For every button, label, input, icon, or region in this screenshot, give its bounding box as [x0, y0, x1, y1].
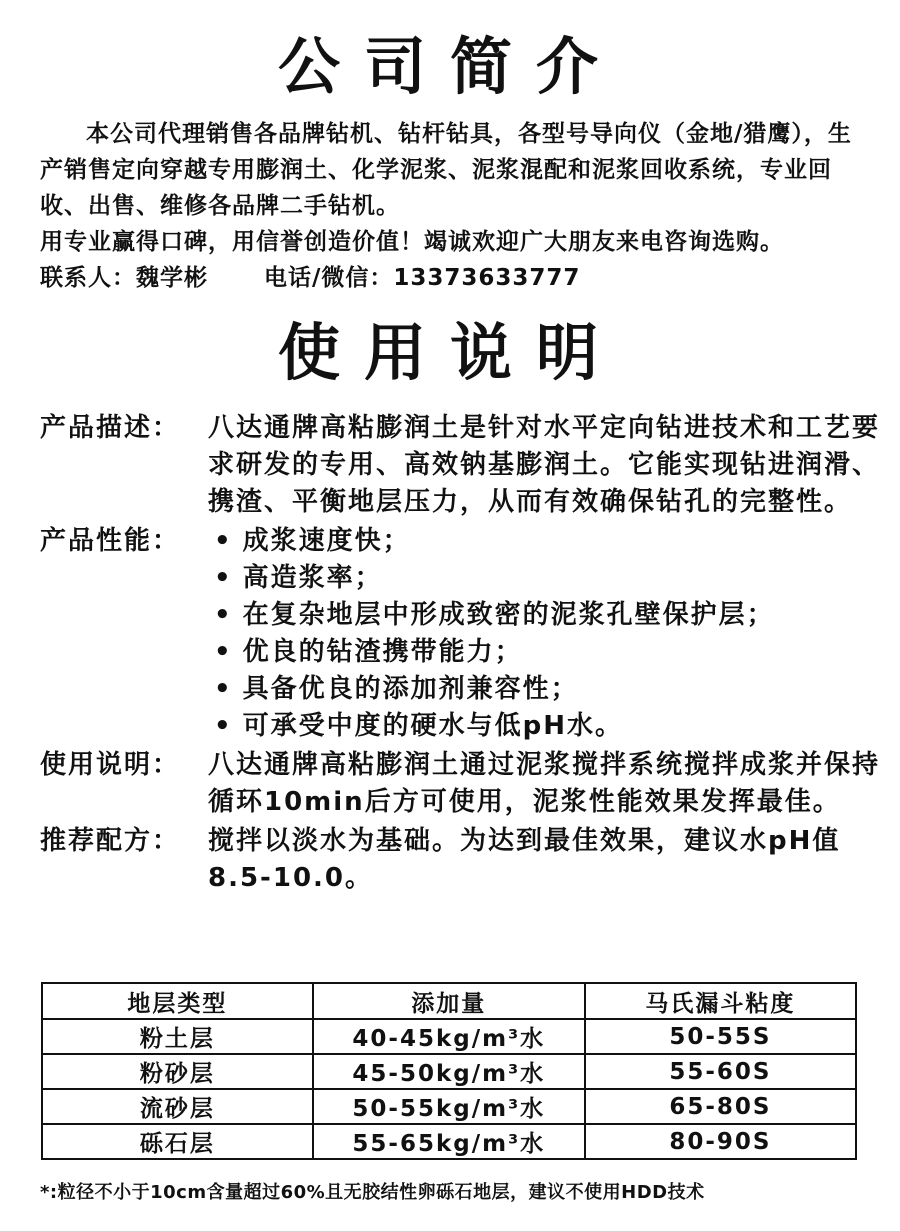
performance-list	[208, 523, 880, 745]
formula-table	[41, 982, 857, 1160]
table-cell: 55-60S	[585, 1054, 856, 1089]
table-cell: 45-50kg/m³水	[313, 1054, 585, 1089]
performance-item: • 在复杂地层中形成致密的泥浆孔壁保护层；	[208, 597, 880, 634]
instructions-label: 使用说明：	[40, 750, 181, 780]
table-cell: 50-55kg/m³水	[313, 1089, 585, 1124]
table-cell: 80-90S	[585, 1124, 856, 1159]
performance-item: • 可承受中度的硬水与低pH水。	[208, 708, 880, 745]
formula-text: 搅拌以淡水为基础。为达到最佳效果，建议水pH值8.5-10.0。	[208, 826, 841, 893]
header-marsh-funnel-viscosity: 马氏漏斗粘度	[585, 983, 856, 1019]
table-cell: 流砂层	[42, 1089, 313, 1124]
table-row	[42, 1054, 856, 1089]
table-cell: 砾石层	[42, 1124, 313, 1159]
table-row	[42, 1089, 856, 1124]
company-intro-paragraph: 本公司代理销售各品牌钻机、钻杆钻具，各型号导向仪（金地/猎鹰），生产销售定向穿越专用膨润土、化学泥浆、泥浆混配和泥浆回收系统，专业回收、出售、维修各品牌二手钻机。	[40, 121, 852, 219]
table-cell: 粉砂层	[42, 1054, 313, 1089]
description-row	[40, 410, 880, 521]
table-cell: 65-80S	[585, 1089, 856, 1124]
instructions-text: 八达通牌高粘膨润土通过泥浆搅拌系统搅拌成浆并保持循环10min后方可使用，泥浆性能效果发挥最佳。	[208, 750, 881, 817]
formula-row	[40, 823, 880, 897]
performance-item: • 成浆速度快；	[208, 523, 880, 560]
performance-row	[40, 523, 880, 745]
table-header-row	[42, 983, 856, 1019]
footnote: *:粒径不小于10cm含量超过60%且无胶结性卵砾石地层，建议不使用HDD技术	[40, 1182, 705, 1203]
header-dosage: 添加量	[313, 983, 585, 1019]
table-cell: 粉土层	[42, 1019, 313, 1054]
company-slogan: 用专业赢得口碑，用信誉创造价值！竭诚欢迎广大朋友来电咨询选购。	[40, 229, 784, 255]
description-text: 八达通牌高粘膨润土是针对水平定向钻进技术和工艺要求研发的专用、高效钠基膨润土。它能实现钻进润滑、携渣、平衡地层压力，从而有效确保钻孔的完整性。	[208, 413, 881, 517]
performance-item: • 高造浆率；	[208, 560, 880, 597]
table-row	[42, 1124, 856, 1159]
table-row	[42, 1019, 856, 1054]
performance-item: • 具备优良的添加剂兼容性；	[208, 671, 880, 708]
table-cell: 40-45kg/m³水	[313, 1019, 585, 1054]
description-label: 产品描述：	[40, 413, 181, 443]
usage-title: 使用说明	[277, 316, 622, 389]
company-intro-title: 公司简介	[277, 30, 622, 103]
table-cell: 55-65kg/m³水	[313, 1124, 585, 1159]
table-cell: 50-55S	[585, 1019, 856, 1054]
contact-phone: 电话/微信：13373633777	[264, 265, 581, 291]
contact-person: 联系人：魏学彬	[40, 265, 208, 291]
formula-label: 推荐配方：	[40, 826, 181, 856]
contact-line	[40, 260, 870, 296]
usage-section	[40, 410, 880, 897]
header-stratum-type: 地层类型	[42, 983, 313, 1019]
performance-label: 产品性能：	[40, 526, 181, 556]
performance-item: • 优良的钻渣携带能力；	[208, 634, 880, 671]
instructions-row	[40, 747, 880, 821]
company-intro	[40, 116, 870, 296]
